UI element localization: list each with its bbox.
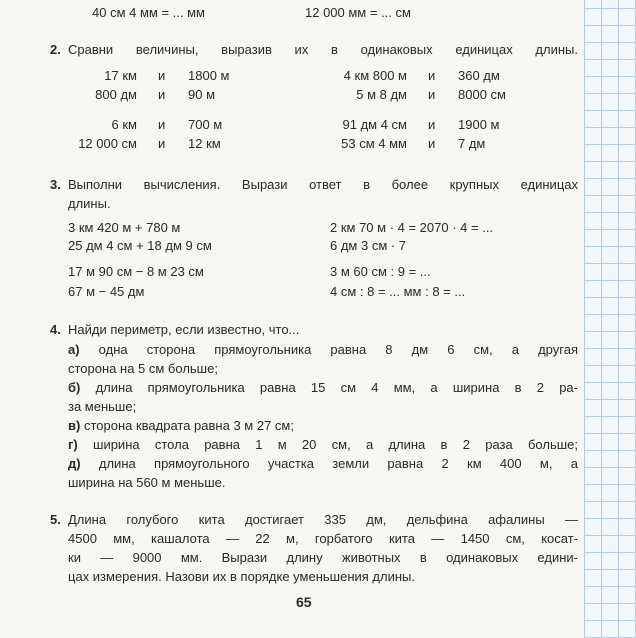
- quantity: 17 км: [104, 68, 137, 83]
- conjunction: и: [158, 136, 166, 151]
- expression: 6 дм 3 см · 7: [330, 238, 407, 253]
- subtask-line: [68, 342, 578, 357]
- conjunction: и: [428, 68, 436, 83]
- expression: 3 км 420 м + 780 м: [68, 220, 181, 235]
- expression: 67 м − 45 дм: [68, 284, 145, 299]
- quantity: 1900 м: [458, 117, 500, 132]
- task-number: 4.: [50, 322, 61, 337]
- task-text: цах измерения. Назови их в порядке уменьшения длины.: [68, 569, 415, 584]
- subtask-label: а): [68, 342, 80, 357]
- conversion-expr: 12 000 мм = ... см: [305, 5, 411, 20]
- subtask-line: [68, 456, 578, 471]
- conjunction: и: [158, 87, 166, 102]
- subtask-line: сторона на 5 см больше;: [68, 361, 218, 376]
- task-number: 3.: [50, 177, 61, 192]
- task-number: 2.: [50, 42, 61, 57]
- quantity: 8000 см: [458, 87, 506, 102]
- conversion-expr: 40 см 4 мм = ... мм: [92, 5, 205, 20]
- expression: 4 см : 8 = ... мм : 8 = ...: [330, 284, 466, 299]
- task-text: длины.: [68, 196, 111, 211]
- page-number: 65: [296, 594, 312, 610]
- subtask-text: длина прямоугольника равна 15 см 4 мм, а ширина в 2 ра-: [95, 380, 578, 395]
- expression: 25 дм 4 см + 18 дм 9 см: [68, 238, 212, 253]
- quantity: 12 000 см: [78, 136, 137, 151]
- subtask-text: длина прямоугольного участка земли равна 2 км 400 м, а: [98, 456, 578, 471]
- quantity: 6 км: [111, 117, 137, 132]
- conjunction: и: [428, 87, 436, 102]
- expression: 2 км 70 м · 4 = 2070 · 4 = ...: [330, 220, 494, 235]
- task-number: 5.: [50, 512, 61, 527]
- task-text: Длина голубого кита достигает 335 дм, дельфина афалины —: [68, 512, 578, 527]
- subtask-label: в): [68, 418, 81, 433]
- conjunction: и: [428, 117, 436, 132]
- expression: 3 м 60 см : 9 = ...: [330, 264, 431, 279]
- subtask-text: одна сторона прямоугольника равна 8 дм 6 см, а другая: [98, 342, 578, 357]
- subtask-label: г): [68, 437, 78, 452]
- quantity: 53 см 4 мм: [341, 136, 407, 151]
- conjunction: и: [428, 136, 436, 151]
- conjunction: и: [158, 68, 166, 83]
- subtask-text: сторона квадрата равна 3 м 27 см;: [83, 418, 294, 433]
- task-text: Выполни вычисления. Вырази ответ в более крупных единицах: [68, 177, 578, 192]
- task-text: Найди периметр, если известно, что...: [68, 322, 300, 337]
- subtask-line: за меньше;: [68, 399, 137, 414]
- expression: 17 м 90 см − 8 м 23 см: [68, 264, 204, 279]
- quantity: 90 м: [188, 87, 216, 102]
- subtask-line: [68, 380, 578, 395]
- subtask-line: [68, 437, 578, 452]
- task-text: 4500 мм, кашалота — 22 м, горбатого кита — 1450 см, косат-: [68, 531, 578, 546]
- quantity: 1800 м: [188, 68, 230, 83]
- subtask-text: ширина стола равна 1 м 20 см, а длина в 2 раза больше;: [93, 437, 578, 452]
- quantity: 360 дм: [458, 68, 500, 83]
- quantity: 12 км: [188, 136, 221, 151]
- task-text: Сравни величины, выразив их в одинаковых единицах длины.: [68, 42, 578, 57]
- quantity: 7 дм: [458, 136, 486, 151]
- task-text: ки — 9000 мм. Вырази длину животных в одинаковых едини-: [68, 550, 578, 565]
- quantity: 4 км 800 м: [343, 68, 407, 83]
- subtask-line: [68, 418, 578, 433]
- conjunction: и: [158, 117, 166, 132]
- subtask-label: д): [68, 456, 81, 471]
- subtask-label: б): [68, 380, 81, 395]
- subtask-line: ширина на 560 м меньше.: [68, 475, 226, 490]
- quantity: 800 дм: [95, 87, 137, 102]
- grid-paper-edge: [584, 0, 636, 638]
- quantity: 700 м: [188, 117, 223, 132]
- quantity: 5 м 8 дм: [356, 87, 407, 102]
- quantity: 91 дм 4 см: [342, 117, 407, 132]
